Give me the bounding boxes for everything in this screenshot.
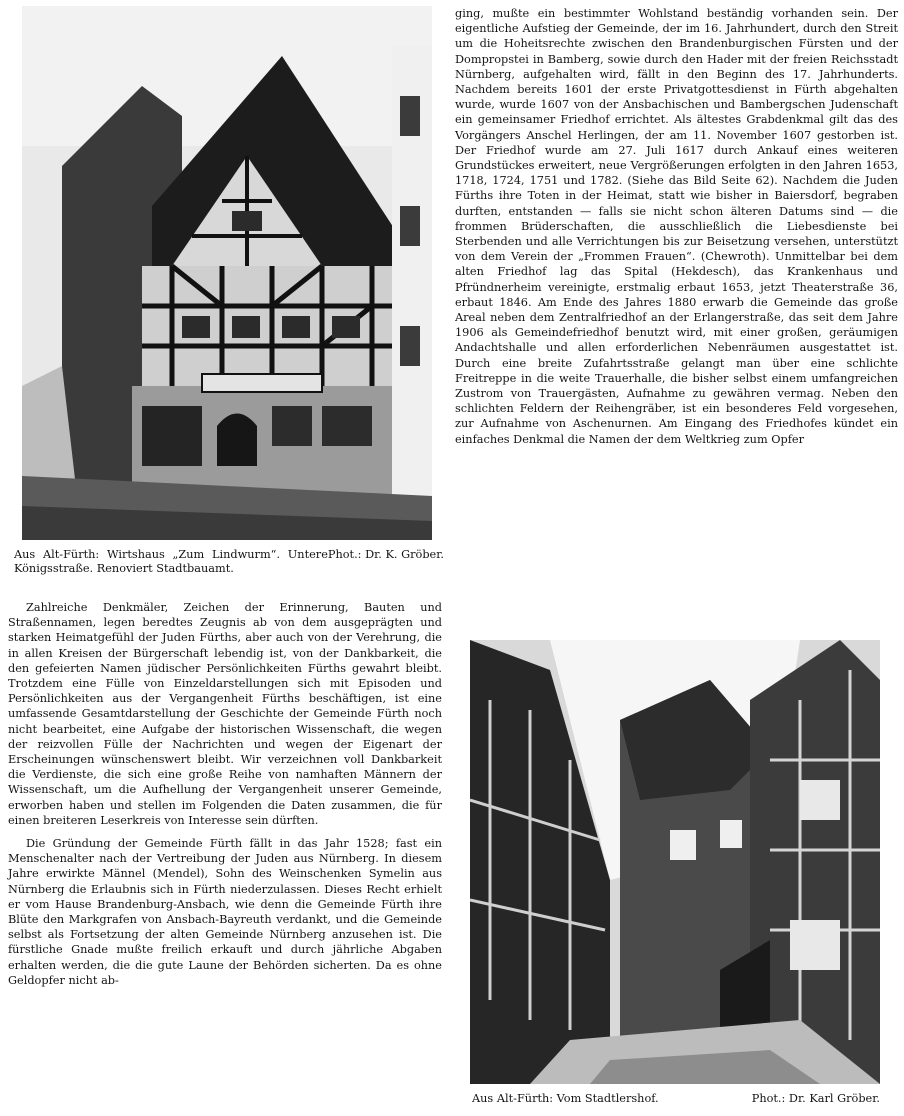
right-column: [455, 6, 898, 606]
half-timbered-inn-photo: [22, 6, 432, 540]
photo-top-caption-credit: Phot.: Dr. K. Gröber.: [327, 548, 444, 561]
left-column: [8, 600, 442, 1112]
left-paragraph-1: Zahlreiche Denkmäler, Zeichen der Erinnerung, Bauten und Straßennamen, legen beredtes Zeugnis ab von dem ausgeprägten und starken Heimatgefühl der Juden Fürths, aber auch von der Verehrung, die in allen Kreisen der Bürgerschaft lebendig ist, von der Dankbarkeit, die den gefeierten Namen jüdischer Persönlichkeiten Fürths gewahrt bleibt. Trotzdem eine Fülle von Einzeldarstellungen sich mit Episoden und Persönlichkeiten aus der Vergangenheit Fürths beschäftigen, ist eine umfassende Gesamtdarstellung der Geschichte der Gemeinde Fürth noch nicht bearbeitet, eine Aufgabe der historischen Wissenschaft, die wegen der reizvollen Fülle der Nachrichten und wegen der Eigenart der Erscheinungen wünschenswert bleibt. Wir verzeichnen voll Dankbarkeit die Verdienste, die sich eine große Reihe von namhaften Männern der Wissenschaft, um die Aufhellung der Vergangenheit unserer Gemeinde, erworben haben und stellen im Folgenden die Daten zusammen, die für einen breiteren Leserkreis von Interesse sein dürften.: [8, 601, 442, 827]
left-paragraph-2: Die Gründung der Gemeinde Fürth fällt in das Jahr 1528; fast ein Menschenalter nach der Vertreibung der Juden aus Nürnberg. In diesem Jahre erwirkte Männel (Mendel), Sohn des Weinschenken Symelin aus Nürnberg die Erlaubnis sich in Fürth niederzulassen. Dieses Recht erhielt er vom Hause Brandenburg-Ansbach, wie denn die Gemeinde Fürth ihre Blüte den Markgrafen von Ansbach-Bayreuth verdankt, und die Gemeinde selbst als Fortsetzung der alten Gemeinde Nürnberg anzusehen ist. Die fürstliche Gnade mußte freilich erkauft und durch jährliche Abgaben erhalten werden, die die gute Laune der Behörden sicherten. Da es ohne Geldopfer nicht ab-: [8, 837, 442, 987]
courtyard-photo: [470, 640, 880, 1084]
photo-top-caption-text: Aus Alt-Fürth: Wirtshaus „Zum Lindwurm“. Untere Königsstraße. Renoviert Stadtbauamt.: [14, 548, 328, 575]
photo-bottom-caption-credit: Phot.: Dr. Karl Gröber.: [751, 1092, 880, 1105]
photo-bottom-caption-text: Aus Alt-Fürth: Vom Stadtlershof.: [472, 1092, 659, 1105]
photo-top-lindwurm: [22, 6, 432, 540]
right-paragraph-1: ging, mußte ein bestimmter Wohlstand beständig vorhanden sein. Der eigentliche Aufstieg der Gemeinde, der im 16. Jahrhundert, durch den Streit um die Hoheitsrechte zwischen den Brandenburgischen Fürsten und der Dompropstei in Bamberg, sowie durch den Hader mit der freien Reichsstadt Nürnberg, aufgehalten wird, fällt in den Beginn des 17. Jahrhunderts. Nachdem bereits 1601 der erste Privatgottesdienst in Fürth abgehalten wurde, wurde 1607 von der Ansbachischen und Bambergschen Judenschaft ein gemeinsamer Friedhof errichtet. Als ältestes Grabdenkmal gilt das des Vorgängers Anschel Herlingen, der am 11. November 1607 gestorben ist. Der Friedhof wurde am 27. Juli 1617 durch Ankauf eines weiteren Grundstückes erweitert, neue Vergrößerungen erfolgten in den Jahren 1653, 1718, 1724, 1751 und 1782. (Siehe das Bild Seite 62). Nachdem die Juden Fürths ihre Toten in der Heimat, statt wie bisher in Baiersdorf, begraben durften, entstanden — falls sie nicht schon älteren Datums sind — die frommen Brüderschaften, die ausschließlich die Liebesdienste bei Sterbenden und alle Verrichtungen bis zur Beisetzung versehen, unterstützt von dem Verein der „Frommen Frauen“. (Chewroth). Unmittelbar bei dem alten Friedhof lag das Spital (Hekdesch), das Krankenhaus und Pfründnerheim vereinigte, erstmalig erbaut 1653, jetzt Theaterstraße 36, erbaut 1846. Am Ende des Jahres 1880 erwarb die Gemeinde das große Areal neben dem Zentralfriedhof an der Erlangerstraße, das seit dem Jahre 1906 als Gemeindefriedhof benutzt wird, mit einer großen, geräumigen Andachtshalle und allen erforderlichen Nebenräumen ausgestattet ist. Durch eine breite Zufahrtsstraße gelangt man über eine schlichte Freitreppe in die weite Trauerhalle, die bisher selbst einem umfangreichen Zustrom von Trauergästen, Aufnahme zu gewähren vermag. Neben den schlichten Feldern der Reihengräber, ist ein besonderes Feld vorgesehen, zur Aufnahme von Aschenurnen. Am Eingang des Friedhofes kündet ein einfaches Denkmal die Namen der dem Weltkrieg zum Opfer: [455, 7, 898, 446]
photo-bottom-stadtlershof: [470, 640, 880, 1084]
photo-bottom-caption: [472, 1092, 880, 1106]
photo-top-caption: [14, 548, 444, 576]
